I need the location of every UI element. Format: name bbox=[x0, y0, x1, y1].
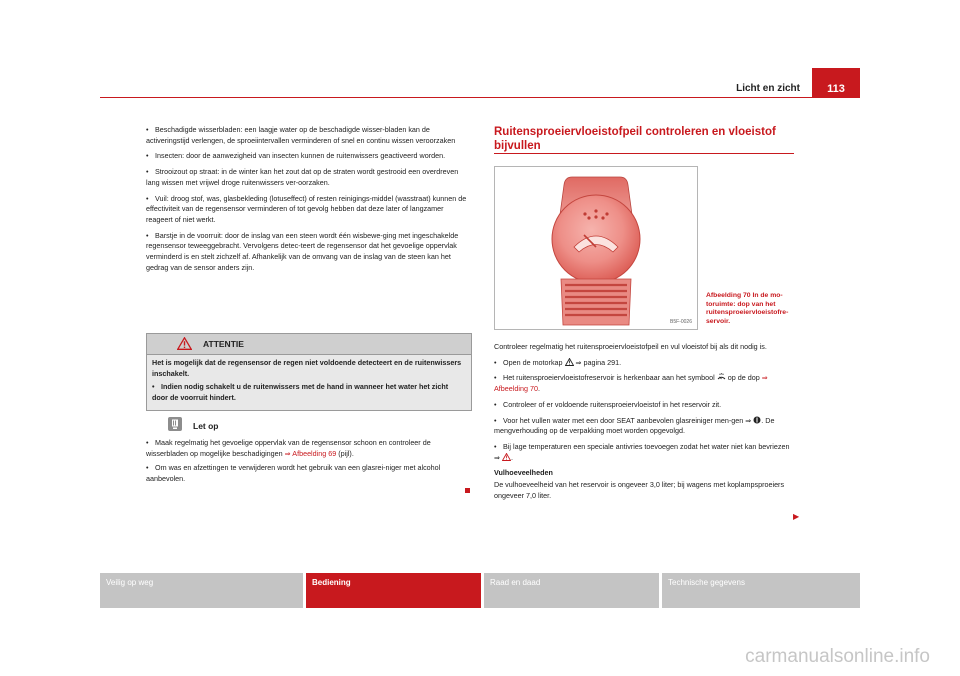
washer-fluid-icon bbox=[717, 373, 726, 381]
list-item: • Voor het vullen water met een door SEAT aanbevolen glasreiniger men-gen ⇒ . De mengverhouding op de verpakking moet worden opgevolgd. bbox=[494, 415, 775, 436]
warning-triangle-icon bbox=[177, 337, 192, 350]
figure-caption: Afbeelding 70 In de mo-toruimte: dop van het ruitensproeiervloeistofre-servoir. bbox=[706, 292, 789, 325]
section-end-marker bbox=[465, 488, 470, 493]
chapter-title: Licht en zicht bbox=[736, 83, 800, 94]
figure-reservoir-cap bbox=[494, 166, 698, 330]
capacity-paragraph: De vulhoeveelheid van het reservoir is ongeveer 3,0 liter; bij wagens met koplampsproeiers ongeveer 7,0 liter. bbox=[494, 480, 785, 500]
left-bullet-list bbox=[146, 125, 470, 278]
info-note-icon bbox=[168, 417, 182, 431]
reservoir-cap-illustration bbox=[495, 167, 697, 329]
footer-tab-veilig-op-weg[interactable]: Veilig op weg bbox=[100, 573, 303, 608]
header-divider bbox=[100, 97, 860, 98]
subheading: Vulhoeveelheden bbox=[494, 468, 553, 478]
list-item: • Vuil: droog stof, was, glasbekleding (lotuseffect) of resten reinigings-middel (wasstraat) kunnen de effectiviteit van de regensensor verminderen of tot gevolg hebben dat deze later of langzamer reageert of niet werkt. bbox=[146, 193, 467, 224]
right-text-column bbox=[494, 342, 794, 506]
figure-id: B5F-0026 bbox=[670, 319, 692, 325]
list-item: • Open de motorkap ⇒ pagina 291. bbox=[494, 357, 622, 367]
list-item: • Om was en afzettingen te verwijderen wordt het gebruik van een glasrei-niger met alcohol aanbevolen. bbox=[146, 463, 441, 484]
figure-link[interactable]: ⇒ Afbeelding 69 bbox=[284, 448, 337, 458]
page-number: 113 bbox=[827, 83, 845, 95]
note-list bbox=[146, 438, 470, 489]
footer-nav bbox=[100, 573, 860, 608]
list-item: • Strooizout op straat: in de winter kan het zout dat op de straten wordt gestrooid een overdreven lang wissen met vrijwel droge ruitenwissers ver-oorzaken. bbox=[146, 167, 459, 187]
warning-triangle-icon bbox=[502, 453, 511, 461]
footer-tab-raad-en-daad[interactable]: Raad en daad bbox=[484, 573, 659, 608]
list-item: • Bij lage temperaturen een speciale antivries toevoegen zodat het water niet kan bevriezen ⇒ . bbox=[494, 441, 790, 462]
list-item: • Controleer of er voldoende ruitensproeiervloeistof in het reservoir zit. bbox=[494, 399, 722, 409]
footer-tab-bediening[interactable]: Bediening bbox=[306, 573, 481, 608]
attention-bullet: • Indien nodig schakelt u de ruitenwissers met de hand in wanneer het water het zicht door de voorruit hindert. bbox=[152, 382, 449, 403]
intro-paragraph: Controleer regelmatig het ruitensproeiervloeistofpeil en vul vloeistof bij als dit nodig is. bbox=[494, 342, 767, 351]
list-item: • Insecten: door de aanwezigheid van insecten kunnen de ruitenwissers geactiveerd worden. bbox=[146, 151, 446, 161]
footer-tab-technische-gegevens[interactable]: Technische gegevens bbox=[662, 573, 860, 608]
watermark: carmanualsonline.info bbox=[745, 646, 930, 667]
section-divider bbox=[494, 153, 794, 154]
list-item: • Maak regelmatig het gevoelige oppervlak van de regensensor schoon en controleer de wisserbladen op mogelijke beschadigingen ⇒ Afbeelding 69 (pijl). bbox=[146, 438, 431, 458]
list-item: • Het ruitensproeiervloeistofreservoir is herkenbaar aan het symbool op de dop ⇒ Afbeelding 70. bbox=[494, 373, 768, 394]
section-title: Ruitensproeiervloeistofpeil controleren en vloeistof bijvullen bbox=[494, 126, 776, 152]
continue-arrow-icon: ▶ bbox=[793, 512, 800, 521]
attention-box bbox=[146, 333, 472, 411]
attention-title: ATTENTIE bbox=[203, 339, 244, 349]
figure-link[interactable]: ⇒ Afbeelding 70 bbox=[494, 373, 768, 394]
attention-header bbox=[147, 334, 471, 355]
warning-triangle-icon bbox=[565, 358, 574, 366]
list-item: • Beschadigde wisserbladen: een laagje water op de beschadigde wisser-bladen kan de activeringstijd verlengen, de sproeiintervallen verminderen of snel en continu wissen veroorzaken bbox=[146, 125, 456, 145]
attention-text: Het is mogelijk dat de regensensor de regen niet voldoende detecteert en de ruitenwissers inschakelt. bbox=[152, 358, 462, 378]
list-item: • Barstje in de voorruit: door de inslag van een steen wordt één wisbewe-ging met ingeschakelde regensensor teweeggebracht. Vervolgens detec-teert de regensensor dat het gevoelige oppervlak verminderd is en stelt zichzelf af. Afhankelijk van de omvang van de inslag van de steen kan het gedrag van de sensor anders zijn. bbox=[146, 230, 459, 272]
note-title: Let op bbox=[193, 421, 219, 431]
